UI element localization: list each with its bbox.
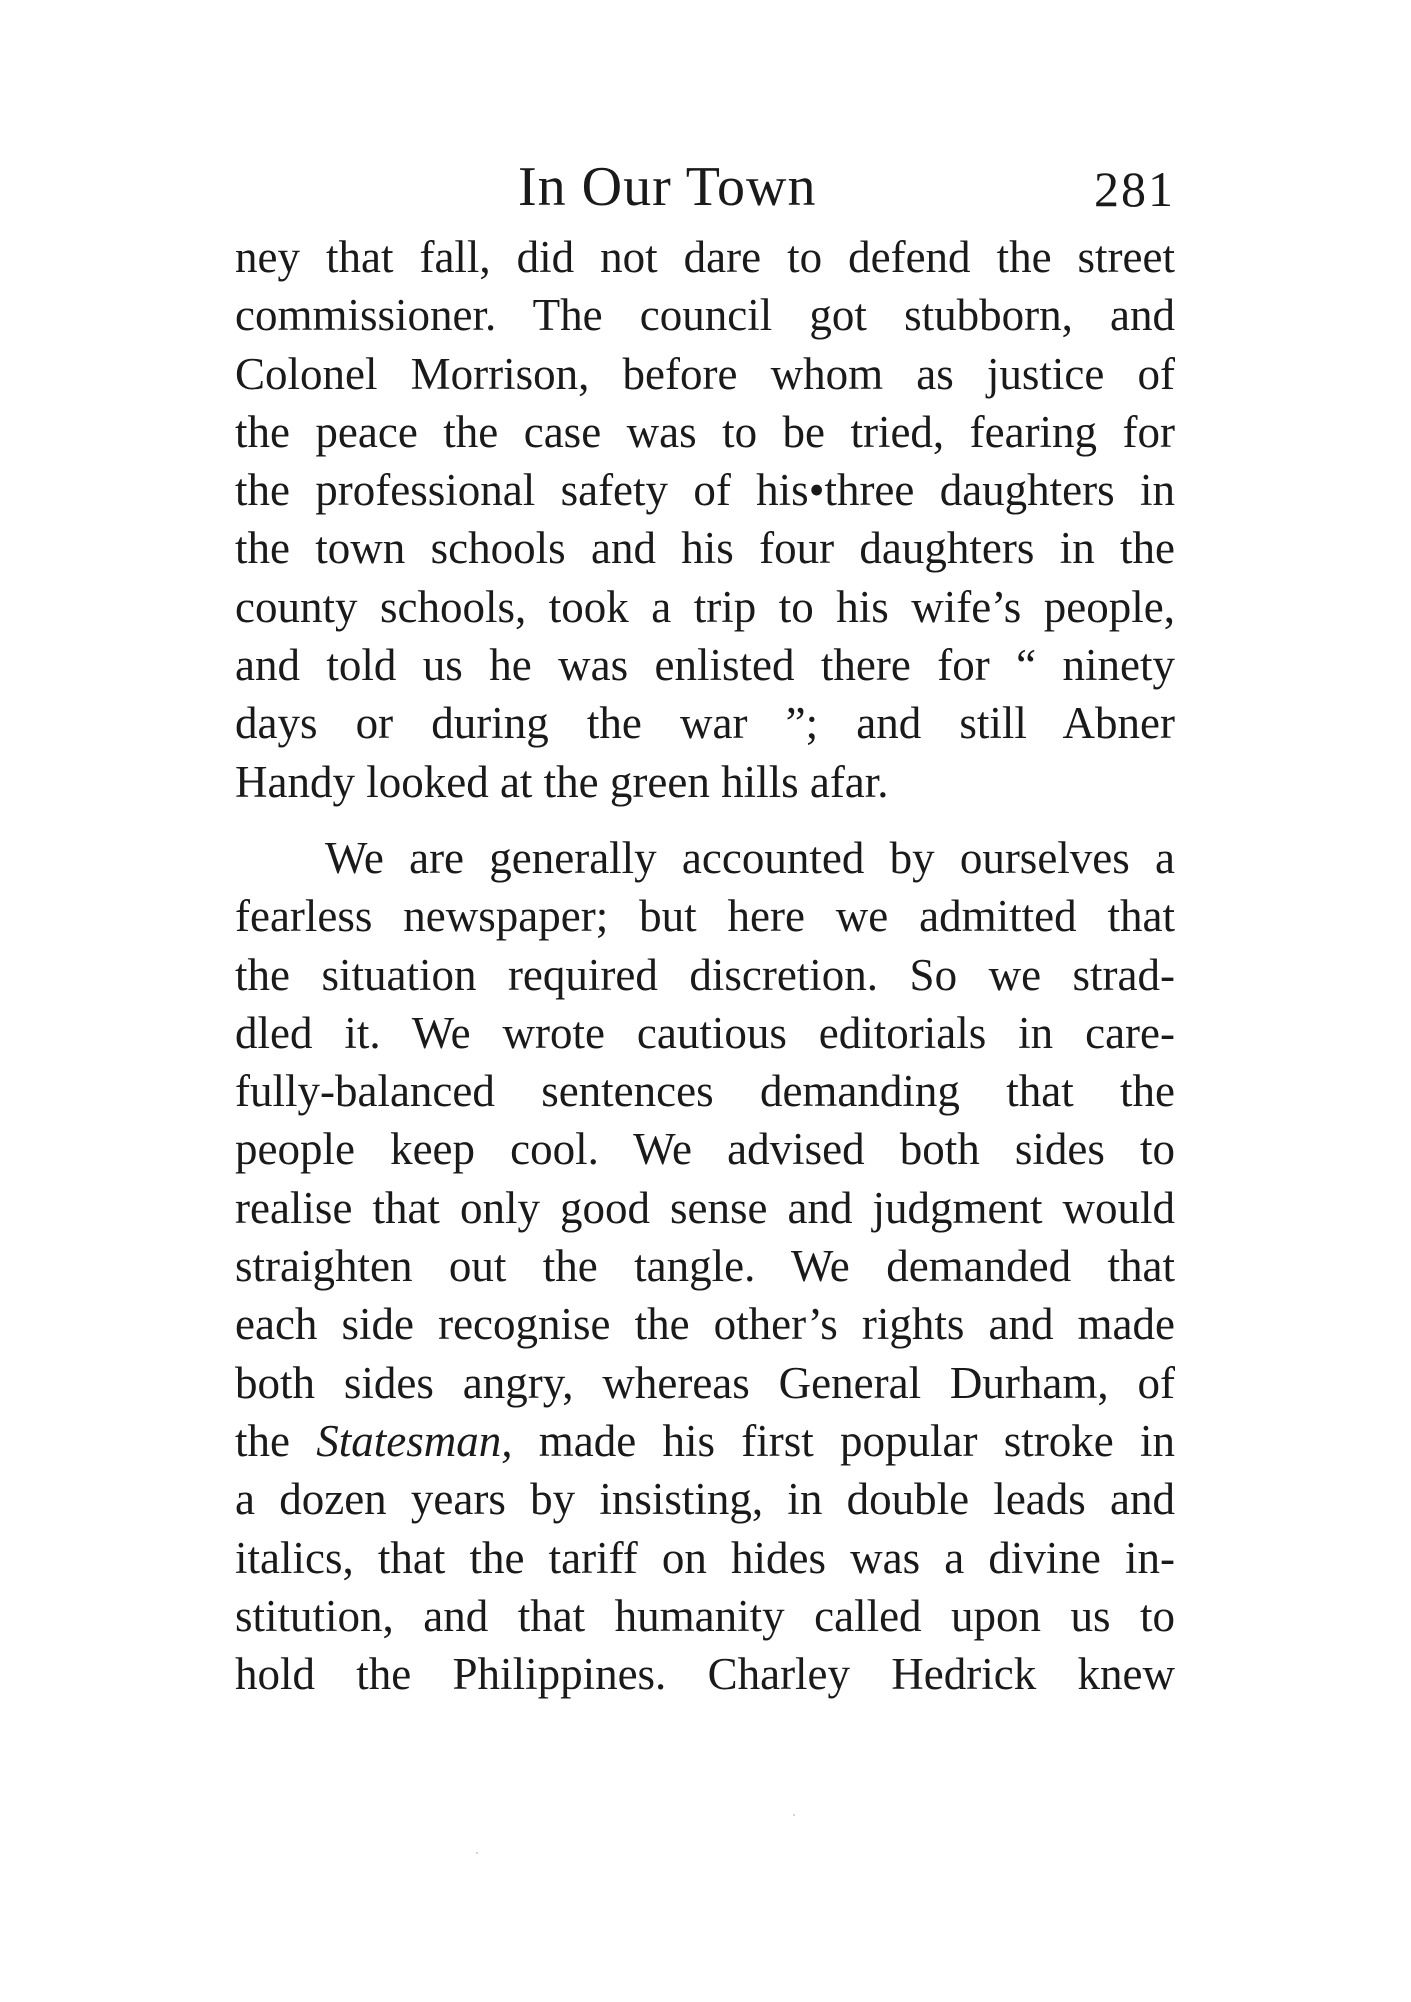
paragraph-1 xyxy=(235,228,1175,811)
text-line: and told us he was enlisted there for “ ninety xyxy=(235,640,1175,691)
scan-speck xyxy=(476,1852,478,1854)
text-line: ney that fall, did not dare to defend the street xyxy=(235,232,1175,282)
text-line: the peace the case was to be tried, fearing for xyxy=(235,406,1175,457)
text-line: commissioner. The council got stubborn, and xyxy=(235,290,1175,341)
text-line: each side recognise the other’s rights and made xyxy=(235,1299,1175,1350)
running-head xyxy=(235,152,1175,222)
text-line: We are generally accounted by ourselves a xyxy=(325,832,1175,883)
text-run: the xyxy=(235,1415,317,1466)
text-line: dled it. We wrote cautious editorials in care- xyxy=(235,1007,1175,1058)
text-line: the professional safety of his•three daughters in xyxy=(235,465,1175,516)
text-line: fully-balanced sentences demanding that the xyxy=(235,1066,1175,1117)
text-line-with-italic xyxy=(235,1412,1175,1470)
text-line: the situation required discretion. So we strad- xyxy=(235,949,1175,1000)
running-title: In Our Town xyxy=(518,156,817,218)
text-line: a dozen years by insisting, in double leads and xyxy=(235,1474,1175,1525)
text-line: Handy looked at the green hills afar. xyxy=(235,756,889,807)
text-line: straighten out the tangle. We demanded that xyxy=(235,1241,1175,1292)
paragraph-gap xyxy=(235,811,1175,829)
text-line: both sides angry, whereas General Durham, of xyxy=(235,1357,1175,1408)
text-line: the town schools and his four daughters in the xyxy=(235,523,1175,574)
text-line: hold the Philippines. Charley Hedrick knew xyxy=(235,1649,1175,1700)
page-number: 281 xyxy=(1094,161,1175,217)
text-line: Colonel Morrison, before whom as justice of xyxy=(235,348,1175,399)
newspaper-name: Statesman, xyxy=(316,1415,513,1466)
paragraph-2 xyxy=(235,829,1175,1703)
body-text xyxy=(235,228,1175,1703)
text-line: italics, that the tariff on hides was a divine in- xyxy=(235,1532,1175,1583)
text-run: made his first popular stroke in xyxy=(512,1415,1175,1466)
text-line: people keep cool. We advised both sides to xyxy=(235,1124,1175,1175)
text-line: stitution, and that humanity called upon us to xyxy=(235,1590,1175,1641)
text-line: realise that only good sense and judgment would xyxy=(235,1182,1175,1233)
text-line: days or during the war ”; and still Abner xyxy=(235,698,1175,749)
scan-speck xyxy=(793,1814,795,1816)
text-line: county schools, took a trip to his wife’s people, xyxy=(235,581,1175,632)
text-line: fearless newspaper; but here we admitted that xyxy=(235,891,1175,942)
